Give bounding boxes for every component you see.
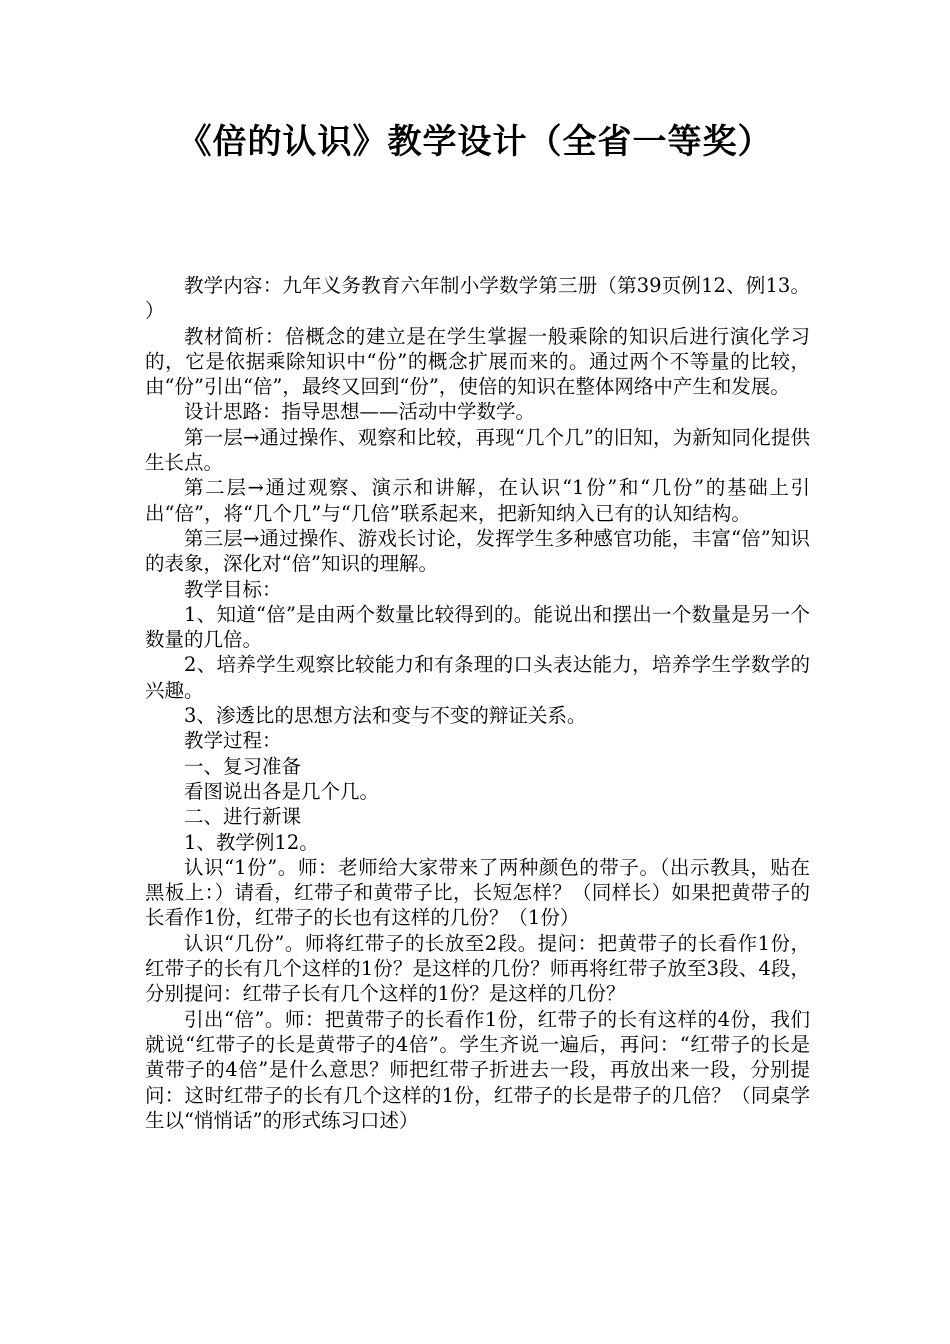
paragraph-several-parts: 认识“几份”。师将红带子的长放至2段。提问：把黄带子的长看作1份，红带子的长有几个这样的1份？是这样的几份？师再将红带子放至3段、4段，分别提问：红带子长有几个这样的1份？是这样的几份？ xyxy=(145,931,810,1006)
document-body xyxy=(145,273,810,1133)
paragraph-process-heading: 教学过程： xyxy=(184,729,282,753)
paragraph-goal-1: 1、知道“倍”是由两个数量比较得到的。能说出和摆出一个数量是另一个数量的几倍。 xyxy=(145,602,810,652)
paragraph-teaching-content: 教学内容：九年义务教育六年制小学数学第三册（第39页例12、例13。 ） xyxy=(145,274,810,323)
paragraph-example-12: 1、教学例12。 xyxy=(184,830,319,854)
paragraph-goal-3: 3、渗透比的思想方法和变与不变的辩证关系。 xyxy=(184,704,587,728)
paragraph-review-task: 看图说出各是几个几。 xyxy=(184,779,380,803)
paragraph-goal-2: 2、培养学生观察比较能力和有条理的口头表达能力，培养学生学数学的兴趣。 xyxy=(145,653,810,702)
paragraph-goals-heading: 教学目标： xyxy=(184,577,282,601)
paragraph-introduce-times: 引出“倍”。师：把黄带子的长看作1份，红带子的长有这样的4份，我们就说“红带子的长是黄带子的4倍”。学生齐说一遍后，再问：“红带子的长是黄带子的4倍”是什么意思？师把红带子折进去一段，再放出来一段，分别提问：这时红带子的长有几个这样的1份，红带子的长是带子的几倍？（同桌学生以“悄悄话”的形式练习口述） xyxy=(145,1007,810,1132)
paragraph-design-idea: 设计思路：指导思想——活动中学数学。 xyxy=(184,400,536,424)
paragraph-section-1: 一、复习准备 xyxy=(184,754,302,778)
paragraph-section-2: 二、进行新课 xyxy=(184,805,302,829)
paragraph-layer-3: 第三层→通过操作、游戏长讨论，发挥学生多种感官功能，丰富“倍”知识的表象，深化对“倍”知识的理解。 xyxy=(145,526,810,576)
paragraph-layer-2: 第二层→通过观察、演示和讲解，在认识“1份”和“几份”的基础上引出“倍”，将“几个几”与“几倍”联系起来，把新知纳入已有的认知结构。 xyxy=(145,476,810,525)
paragraph-layer-1: 第一层→通过操作、观察和比较，再现“几个几”的旧知，为新知同化提供生长点。 xyxy=(145,425,810,475)
document-title: 《倍的认识》教学设计（全省一等奖） xyxy=(177,122,773,162)
paragraph-material-analysis: 教材简析：倍概念的建立是在学生掌握一般乘除的知识后进行演化学习的，它是依据乘除知识中“份”的概念扩展而来的。通过两个不等量的比较，由“份”引出“倍”，最终又回到“份”，使倍的知识在整体网络中产生和发展。 xyxy=(145,324,810,399)
paragraph-one-part: 认识“1份”。师：老师给大家带来了两种颜色的带子。（出示教具，贴在黑板上：）请看，红带子和黄带子比，长短怎样？（同样长）如果把黄带子的长看作1份，红带子的长也有这样的几份？（1份） xyxy=(145,855,810,930)
